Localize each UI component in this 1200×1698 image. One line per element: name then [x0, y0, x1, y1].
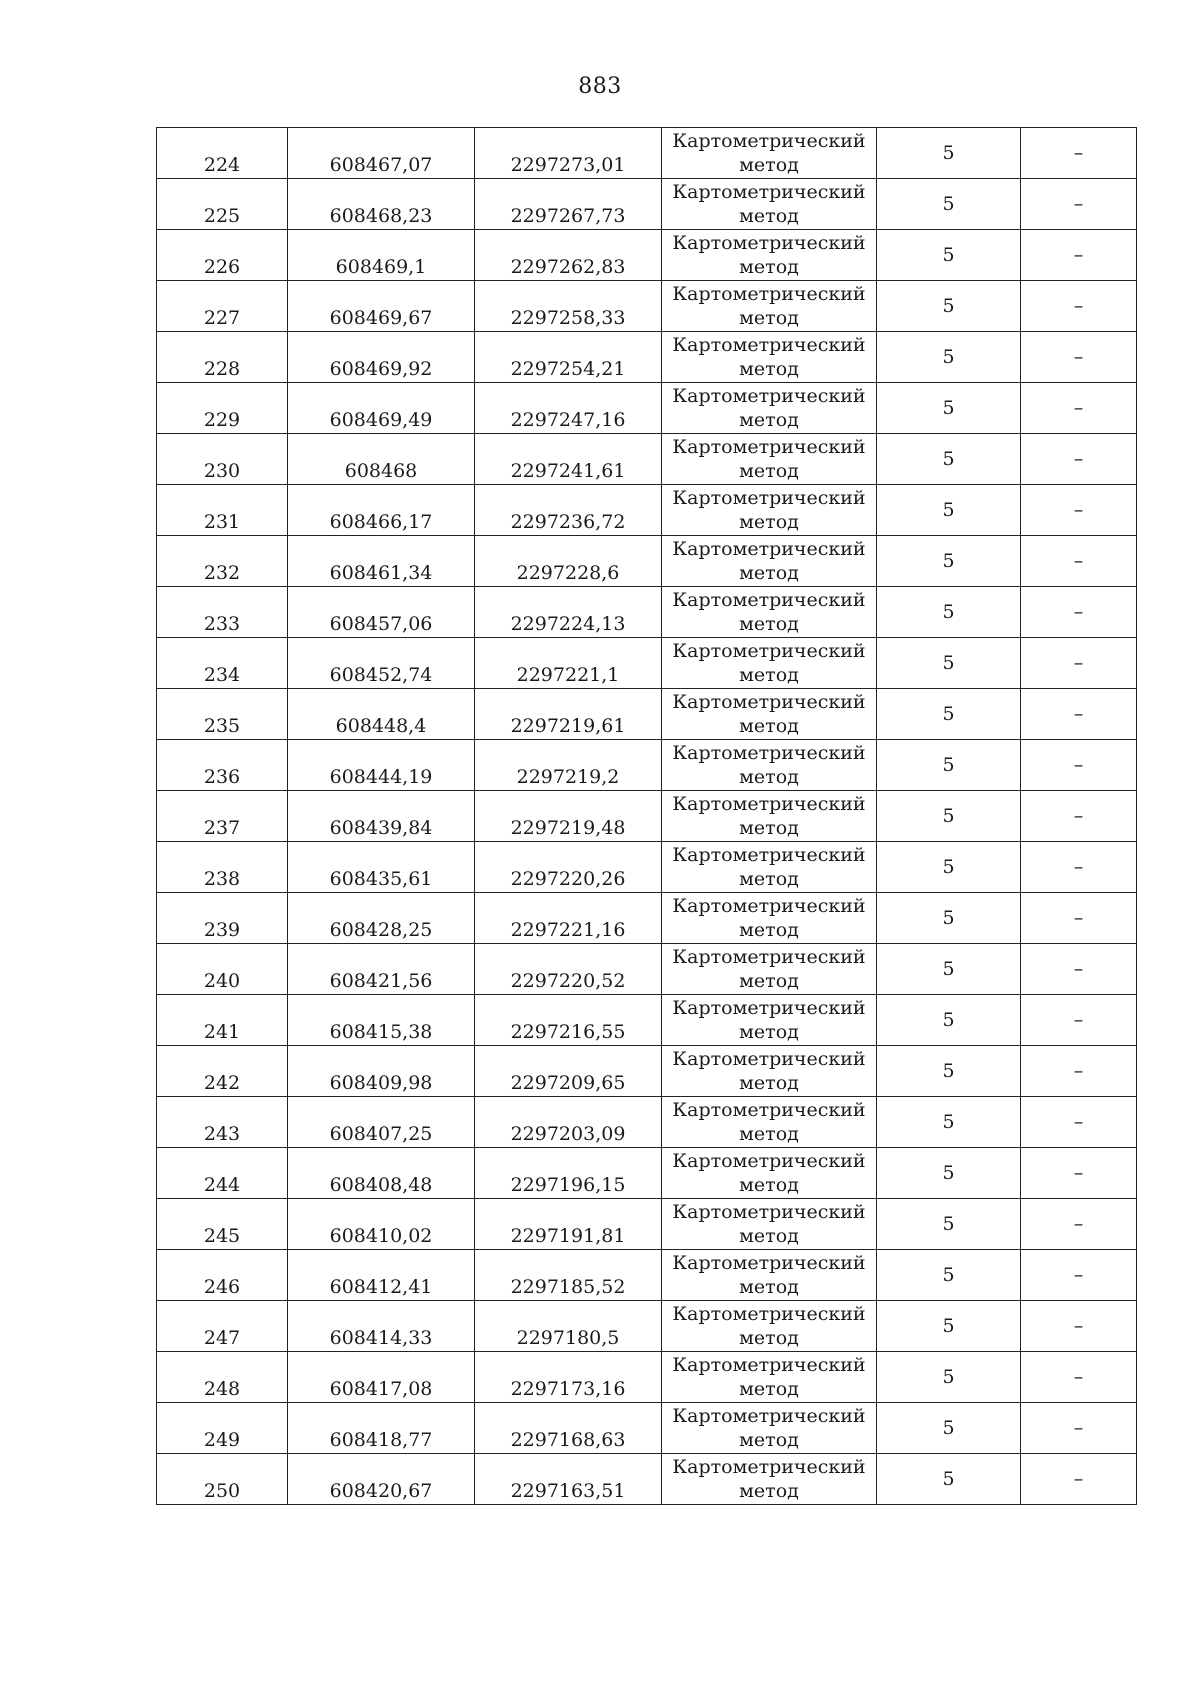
y-coordinate-cell: 2297209,65 [475, 1046, 662, 1097]
point-number-cell: 227 [157, 281, 288, 332]
accuracy-cell: 5 [877, 1199, 1021, 1250]
note-cell: – [1021, 1403, 1137, 1454]
method-cell [662, 536, 877, 587]
note-cell: – [1021, 1301, 1137, 1352]
method-cell [662, 179, 877, 230]
point-number-cell: 226 [157, 230, 288, 281]
method-cell [662, 944, 877, 995]
method-line-1: Картометрический [672, 691, 866, 713]
table-row [157, 638, 1137, 689]
accuracy-cell: 5 [877, 383, 1021, 434]
accuracy-cell: 5 [877, 587, 1021, 638]
point-number-cell: 248 [157, 1352, 288, 1403]
method-cell [662, 434, 877, 485]
method-line-1: Картометрический [672, 1252, 866, 1274]
note-cell: – [1021, 434, 1137, 485]
y-coordinate-cell: 2297219,61 [475, 689, 662, 740]
note-cell: – [1021, 587, 1137, 638]
point-number-cell: 249 [157, 1403, 288, 1454]
x-coordinate-cell: 608467,07 [288, 128, 475, 179]
point-number-cell: 228 [157, 332, 288, 383]
method-cell [662, 1403, 877, 1454]
page-number: 883 [578, 74, 622, 99]
note-cell: – [1021, 638, 1137, 689]
method-line-2: метод [739, 919, 799, 941]
table-row [157, 1454, 1137, 1505]
y-coordinate-cell: 2297228,6 [475, 536, 662, 587]
table-row [157, 536, 1137, 587]
point-number-cell: 240 [157, 944, 288, 995]
table-row [157, 434, 1137, 485]
method-line-2: метод [739, 256, 799, 278]
method-cell [662, 740, 877, 791]
point-number-cell: 250 [157, 1454, 288, 1505]
x-coordinate-cell: 608435,61 [288, 842, 475, 893]
method-line-2: метод [739, 664, 799, 686]
method-line-2: метод [739, 1429, 799, 1451]
coordinates-table [156, 127, 1137, 1505]
method-cell [662, 230, 877, 281]
table-row [157, 944, 1137, 995]
x-coordinate-cell: 608407,25 [288, 1097, 475, 1148]
accuracy-cell: 5 [877, 944, 1021, 995]
method-cell [662, 1454, 877, 1505]
point-number-cell: 243 [157, 1097, 288, 1148]
x-coordinate-cell: 608417,08 [288, 1352, 475, 1403]
method-line-1: Картометрический [672, 1150, 866, 1172]
x-coordinate-cell: 608457,06 [288, 587, 475, 638]
method-line-2: метод [739, 409, 799, 431]
method-line-2: метод [739, 1021, 799, 1043]
method-line-1: Картометрический [672, 1456, 866, 1478]
table-row [157, 689, 1137, 740]
point-number-cell: 224 [157, 128, 288, 179]
table-row [157, 128, 1137, 179]
method-line-1: Картометрический [672, 946, 866, 968]
method-line-1: Картометрический [672, 487, 866, 509]
note-cell: – [1021, 536, 1137, 587]
x-coordinate-cell: 608408,48 [288, 1148, 475, 1199]
method-line-1: Картометрический [672, 997, 866, 1019]
method-line-2: метод [739, 1480, 799, 1502]
note-cell: – [1021, 893, 1137, 944]
accuracy-cell: 5 [877, 281, 1021, 332]
point-number-cell: 229 [157, 383, 288, 434]
accuracy-cell: 5 [877, 485, 1021, 536]
y-coordinate-cell: 2297163,51 [475, 1454, 662, 1505]
accuracy-cell: 5 [877, 1352, 1021, 1403]
method-cell [662, 1352, 877, 1403]
x-coordinate-cell: 608461,34 [288, 536, 475, 587]
x-coordinate-cell: 608469,1 [288, 230, 475, 281]
y-coordinate-cell: 2297219,48 [475, 791, 662, 842]
method-line-1: Картометрический [672, 436, 866, 458]
method-line-2: метод [739, 613, 799, 635]
method-line-2: метод [739, 511, 799, 533]
method-line-1: Картометрический [672, 895, 866, 917]
point-number-cell: 237 [157, 791, 288, 842]
note-cell: – [1021, 944, 1137, 995]
note-cell: – [1021, 842, 1137, 893]
method-line-1: Картометрический [672, 232, 866, 254]
method-line-2: метод [739, 205, 799, 227]
accuracy-cell: 5 [877, 1046, 1021, 1097]
method-line-1: Картометрический [672, 1099, 866, 1121]
table-row [157, 1250, 1137, 1301]
point-number-cell: 238 [157, 842, 288, 893]
table-row [157, 230, 1137, 281]
note-cell: – [1021, 791, 1137, 842]
y-coordinate-cell: 2297267,73 [475, 179, 662, 230]
table-row [157, 1097, 1137, 1148]
x-coordinate-cell: 608466,17 [288, 485, 475, 536]
accuracy-cell: 5 [877, 536, 1021, 587]
method-line-1: Картометрический [672, 793, 866, 815]
note-cell: – [1021, 740, 1137, 791]
method-cell [662, 1301, 877, 1352]
table-row [157, 791, 1137, 842]
x-coordinate-cell: 608469,67 [288, 281, 475, 332]
accuracy-cell: 5 [877, 893, 1021, 944]
point-number-cell: 246 [157, 1250, 288, 1301]
accuracy-cell: 5 [877, 179, 1021, 230]
method-line-2: метод [739, 1072, 799, 1094]
point-number-cell: 239 [157, 893, 288, 944]
accuracy-cell: 5 [877, 128, 1021, 179]
table-row [157, 1301, 1137, 1352]
method-cell [662, 332, 877, 383]
method-cell [662, 791, 877, 842]
note-cell: – [1021, 995, 1137, 1046]
method-cell [662, 893, 877, 944]
accuracy-cell: 5 [877, 842, 1021, 893]
table-row [157, 1046, 1137, 1097]
y-coordinate-cell: 2297180,5 [475, 1301, 662, 1352]
note-cell: – [1021, 281, 1137, 332]
method-line-2: метод [739, 766, 799, 788]
table-row [157, 179, 1137, 230]
accuracy-cell: 5 [877, 740, 1021, 791]
table-row [157, 383, 1137, 434]
method-line-1: Картометрический [672, 1303, 866, 1325]
x-coordinate-cell: 608448,4 [288, 689, 475, 740]
point-number-cell: 233 [157, 587, 288, 638]
table-row [157, 1403, 1137, 1454]
method-line-2: метод [739, 1174, 799, 1196]
method-line-2: метод [739, 1378, 799, 1400]
method-cell [662, 638, 877, 689]
x-coordinate-cell: 608428,25 [288, 893, 475, 944]
point-number-cell: 231 [157, 485, 288, 536]
method-line-1: Картометрический [672, 1405, 866, 1427]
method-line-1: Картометрический [672, 130, 866, 152]
x-coordinate-cell: 608410,02 [288, 1199, 475, 1250]
x-coordinate-cell: 608444,19 [288, 740, 475, 791]
accuracy-cell: 5 [877, 1454, 1021, 1505]
method-line-2: метод [739, 1327, 799, 1349]
point-number-cell: 232 [157, 536, 288, 587]
method-line-2: метод [739, 460, 799, 482]
method-line-2: метод [739, 154, 799, 176]
method-cell [662, 281, 877, 332]
x-coordinate-cell: 608415,38 [288, 995, 475, 1046]
table-row [157, 587, 1137, 638]
y-coordinate-cell: 2297247,16 [475, 383, 662, 434]
point-number-cell: 225 [157, 179, 288, 230]
method-line-2: метод [739, 307, 799, 329]
table-row [157, 332, 1137, 383]
x-coordinate-cell: 608420,67 [288, 1454, 475, 1505]
x-coordinate-cell: 608414,33 [288, 1301, 475, 1352]
note-cell: – [1021, 1097, 1137, 1148]
method-line-1: Картометрический [672, 844, 866, 866]
y-coordinate-cell: 2297196,15 [475, 1148, 662, 1199]
y-coordinate-cell: 2297173,16 [475, 1352, 662, 1403]
method-line-1: Картометрический [672, 334, 866, 356]
note-cell: – [1021, 485, 1137, 536]
method-line-2: метод [739, 970, 799, 992]
y-coordinate-cell: 2297221,1 [475, 638, 662, 689]
method-line-1: Картометрический [672, 385, 866, 407]
method-cell [662, 383, 877, 434]
point-number-cell: 236 [157, 740, 288, 791]
y-coordinate-cell: 2297168,63 [475, 1403, 662, 1454]
y-coordinate-cell: 2297219,2 [475, 740, 662, 791]
table-row [157, 281, 1137, 332]
x-coordinate-cell: 608468,23 [288, 179, 475, 230]
method-line-1: Картометрический [672, 1354, 866, 1376]
method-cell [662, 1148, 877, 1199]
accuracy-cell: 5 [877, 332, 1021, 383]
accuracy-cell: 5 [877, 1250, 1021, 1301]
table-row [157, 1148, 1137, 1199]
y-coordinate-cell: 2297220,52 [475, 944, 662, 995]
point-number-cell: 244 [157, 1148, 288, 1199]
x-coordinate-cell: 608469,49 [288, 383, 475, 434]
method-line-2: метод [739, 715, 799, 737]
note-cell: – [1021, 383, 1137, 434]
method-line-2: метод [739, 562, 799, 584]
method-cell [662, 1046, 877, 1097]
accuracy-cell: 5 [877, 689, 1021, 740]
x-coordinate-cell: 608409,98 [288, 1046, 475, 1097]
point-number-cell: 234 [157, 638, 288, 689]
method-cell [662, 1250, 877, 1301]
point-number-cell: 241 [157, 995, 288, 1046]
note-cell: – [1021, 1199, 1137, 1250]
y-coordinate-cell: 2297254,21 [475, 332, 662, 383]
method-line-1: Картометрический [672, 283, 866, 305]
note-cell: – [1021, 128, 1137, 179]
note-cell: – [1021, 1250, 1137, 1301]
note-cell: – [1021, 230, 1137, 281]
method-line-1: Картометрический [672, 1048, 866, 1070]
method-line-2: метод [739, 817, 799, 839]
table-row [157, 740, 1137, 791]
x-coordinate-cell: 608418,77 [288, 1403, 475, 1454]
table-row [157, 995, 1137, 1046]
note-cell: – [1021, 1454, 1137, 1505]
point-number-cell: 247 [157, 1301, 288, 1352]
method-cell [662, 1097, 877, 1148]
x-coordinate-cell: 608439,84 [288, 791, 475, 842]
x-coordinate-cell: 608421,56 [288, 944, 475, 995]
accuracy-cell: 5 [877, 1301, 1021, 1352]
method-line-1: Картометрический [672, 181, 866, 203]
y-coordinate-cell: 2297273,01 [475, 128, 662, 179]
y-coordinate-cell: 2297185,52 [475, 1250, 662, 1301]
accuracy-cell: 5 [877, 434, 1021, 485]
method-line-1: Картометрический [672, 538, 866, 560]
method-line-2: метод [739, 1123, 799, 1145]
y-coordinate-cell: 2297203,09 [475, 1097, 662, 1148]
method-cell [662, 842, 877, 893]
method-line-1: Картометрический [672, 640, 866, 662]
method-line-2: метод [739, 868, 799, 890]
method-cell [662, 485, 877, 536]
table-row [157, 842, 1137, 893]
method-line-2: метод [739, 358, 799, 380]
note-cell: – [1021, 689, 1137, 740]
note-cell: – [1021, 332, 1137, 383]
table-row [157, 1199, 1137, 1250]
accuracy-cell: 5 [877, 1097, 1021, 1148]
method-cell [662, 1199, 877, 1250]
method-line-1: Картометрический [672, 742, 866, 764]
y-coordinate-cell: 2297262,83 [475, 230, 662, 281]
method-cell [662, 689, 877, 740]
method-cell [662, 587, 877, 638]
accuracy-cell: 5 [877, 791, 1021, 842]
y-coordinate-cell: 2297191,81 [475, 1199, 662, 1250]
method-line-2: метод [739, 1276, 799, 1298]
point-number-cell: 235 [157, 689, 288, 740]
table-row [157, 485, 1137, 536]
note-cell: – [1021, 1352, 1137, 1403]
method-cell [662, 128, 877, 179]
y-coordinate-cell: 2297216,55 [475, 995, 662, 1046]
method-line-1: Картометрический [672, 1201, 866, 1223]
y-coordinate-cell: 2297221,16 [475, 893, 662, 944]
note-cell: – [1021, 179, 1137, 230]
point-number-cell: 242 [157, 1046, 288, 1097]
y-coordinate-cell: 2297241,61 [475, 434, 662, 485]
x-coordinate-cell: 608452,74 [288, 638, 475, 689]
accuracy-cell: 5 [877, 1148, 1021, 1199]
y-coordinate-cell: 2297258,33 [475, 281, 662, 332]
y-coordinate-cell: 2297236,72 [475, 485, 662, 536]
table-row [157, 893, 1137, 944]
note-cell: – [1021, 1148, 1137, 1199]
accuracy-cell: 5 [877, 638, 1021, 689]
x-coordinate-cell: 608469,92 [288, 332, 475, 383]
accuracy-cell: 5 [877, 230, 1021, 281]
method-cell [662, 995, 877, 1046]
x-coordinate-cell: 608412,41 [288, 1250, 475, 1301]
point-number-cell: 245 [157, 1199, 288, 1250]
accuracy-cell: 5 [877, 995, 1021, 1046]
y-coordinate-cell: 2297220,26 [475, 842, 662, 893]
table-body [157, 128, 1137, 1505]
accuracy-cell: 5 [877, 1403, 1021, 1454]
point-number-cell: 230 [157, 434, 288, 485]
method-line-2: метод [739, 1225, 799, 1247]
y-coordinate-cell: 2297224,13 [475, 587, 662, 638]
x-coordinate-cell: 608468 [288, 434, 475, 485]
table-row [157, 1352, 1137, 1403]
note-cell: – [1021, 1046, 1137, 1097]
method-line-1: Картометрический [672, 589, 866, 611]
